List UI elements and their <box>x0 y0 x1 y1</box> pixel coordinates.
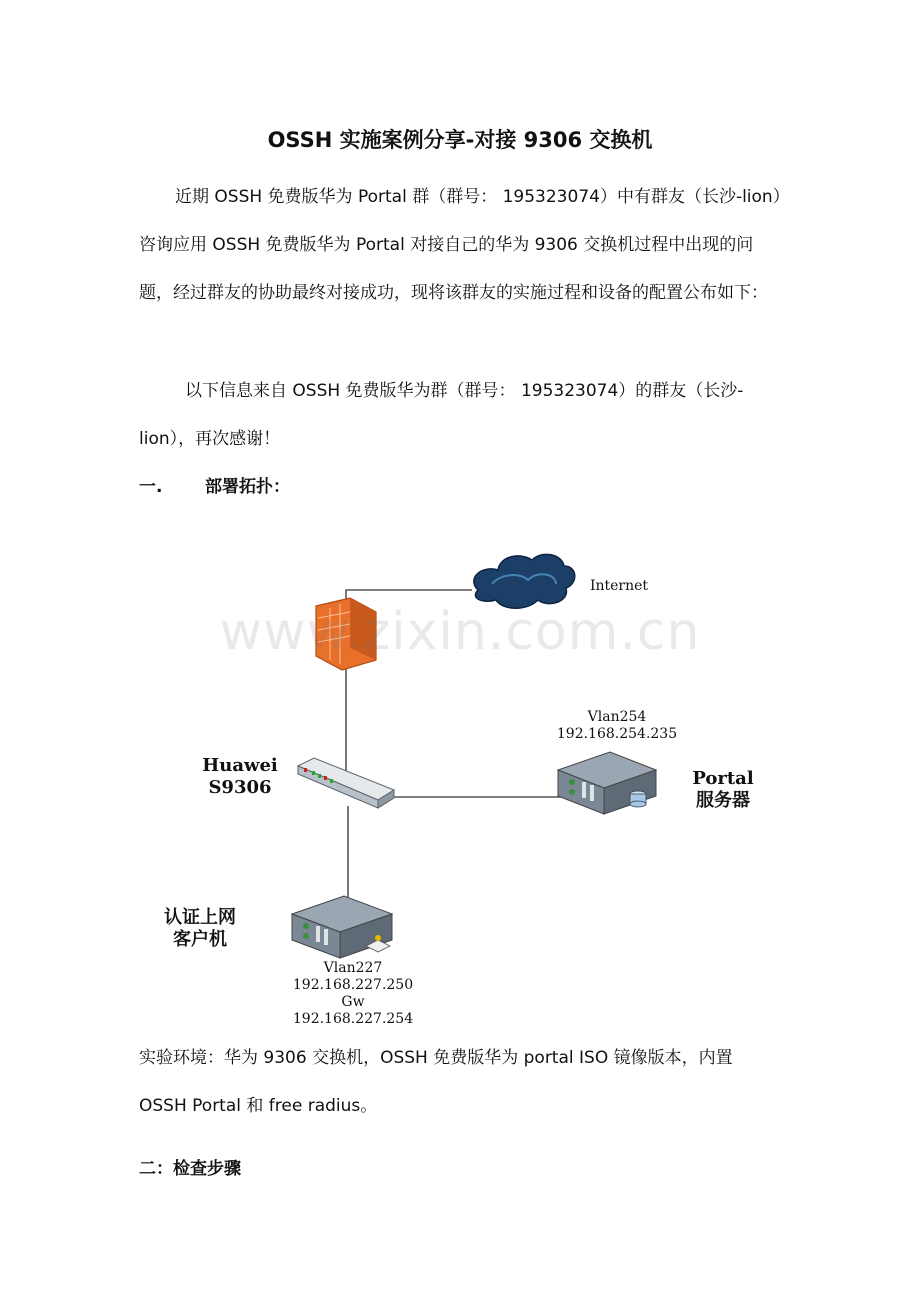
portal-label-line1: Portal <box>692 768 754 789</box>
client-server-icon <box>292 896 392 958</box>
portal-vlan: Vlan254 <box>587 709 647 725</box>
section-title: 部署拓扑： <box>205 477 290 497</box>
section-number: 一. <box>139 477 163 497</box>
client-gw-ip: 192.168.227.254 <box>292 1011 414 1027</box>
client-vlan: Vlan227 <box>323 960 383 976</box>
cloud-icon <box>474 554 575 608</box>
client-label <box>140 907 260 951</box>
thanks-paragraph: 以下信息来自 OSSH 免费版华为群（群号： 195323074）的群友（长沙-lion），再次感谢！ <box>139 381 744 449</box>
portal-server-label <box>670 768 776 812</box>
client-gw-label: Gw <box>341 994 365 1010</box>
watermark: www.zixin.com.cn <box>219 602 701 662</box>
portal-ip: 192.168.254.235 <box>556 726 678 742</box>
portal-server-icon <box>558 752 656 814</box>
switch-label-line1: Huawei <box>202 755 278 776</box>
switch-label <box>190 755 290 799</box>
client-label-line2: 客户机 <box>173 929 227 950</box>
portal-address-label <box>527 709 707 743</box>
environment-paragraph: 实验环境：华为 9306 交换机，OSSH 免费版华为 portal ISO 镜像版本，内置 OSSH Portal 和 free radius。 <box>139 1048 733 1116</box>
client-label-line1: 认证上网 <box>164 907 236 928</box>
section-heading-check-steps: 二：检查步骤 <box>139 1159 241 1179</box>
client-ip: 192.168.227.250 <box>292 977 414 993</box>
document-title: OSSH 实施案例分享-对接 9306 交换机 <box>267 128 653 152</box>
portal-label-line2: 服务器 <box>696 790 750 811</box>
intro-paragraph: 近期 OSSH 免费版华为 Portal 群（群号： 195323074）中有群友（长沙-lion）咨询应用 OSSH 免费版华为 Portal 对接自己的华为 9306 交换机过程中出现的问题，经过群友的协助最终对接成功，现将该群友的实施过程和设备的配置公布如下： <box>139 187 782 303</box>
switch-label-line2: S9306 <box>208 777 272 798</box>
client-address-label <box>262 960 444 1028</box>
internet-label: Internet <box>589 578 649 594</box>
